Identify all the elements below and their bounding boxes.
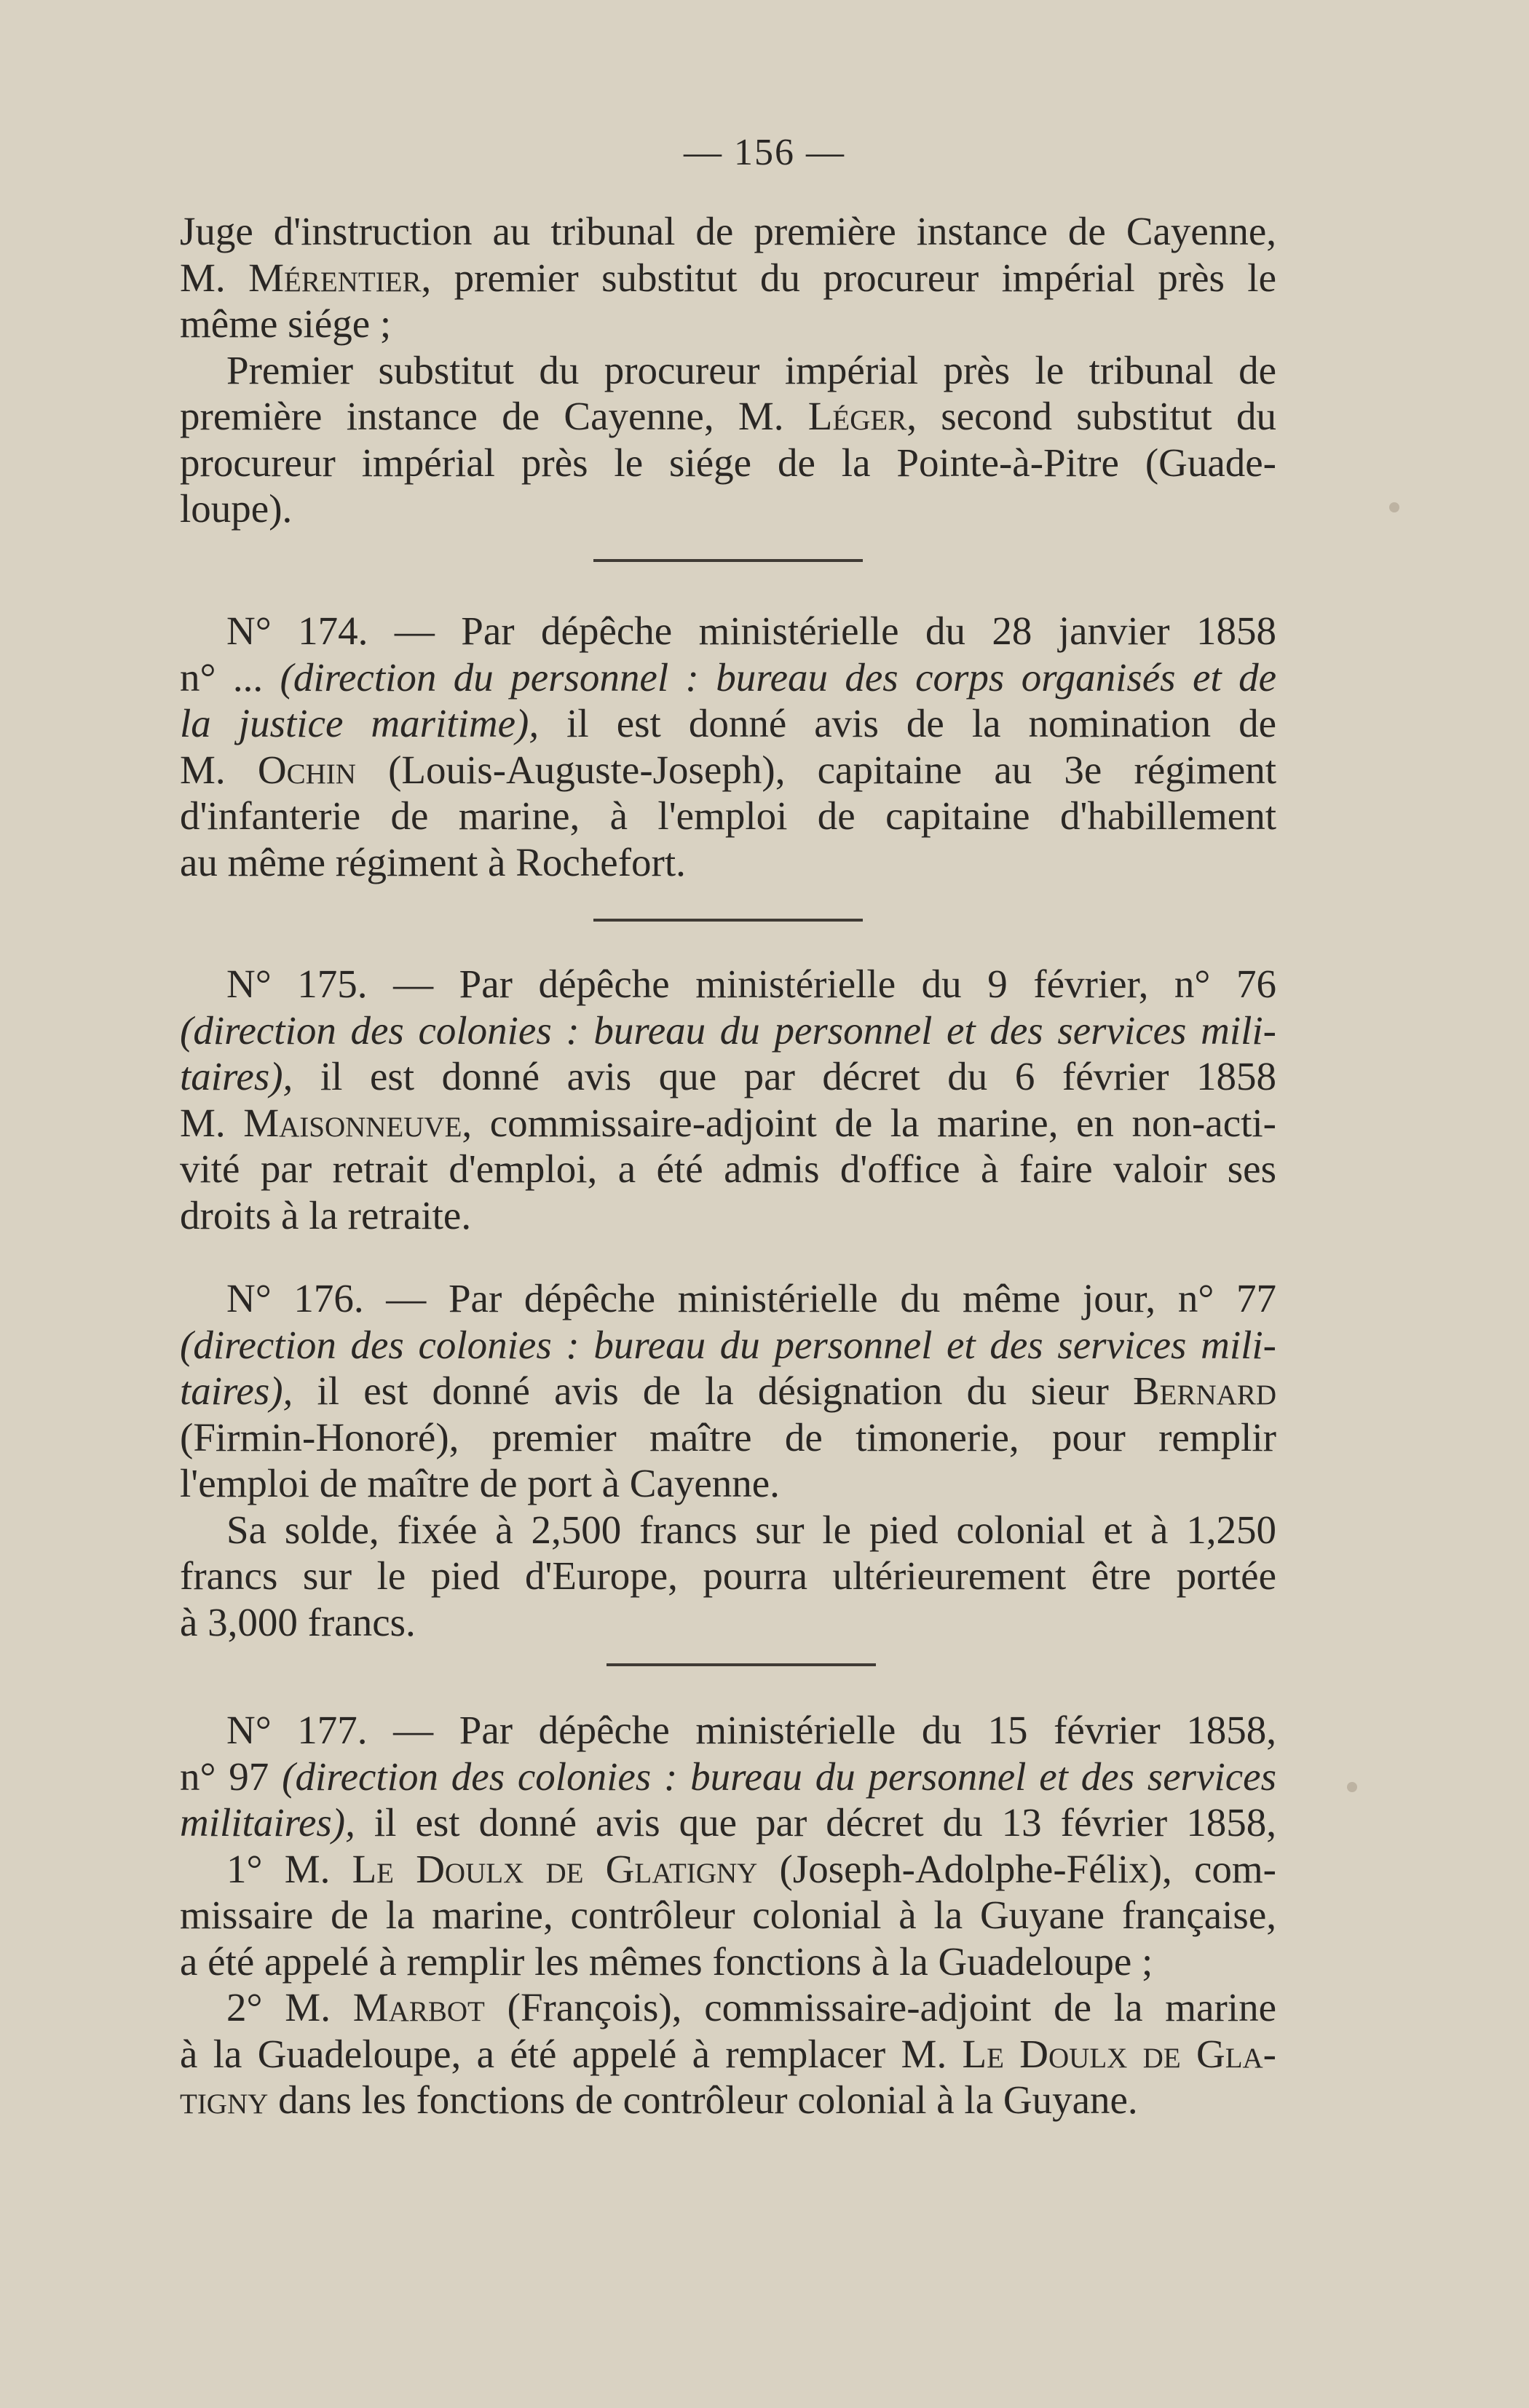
person-name: Marbot <box>352 1985 485 2029</box>
person-name: Bernard <box>1132 1369 1276 1413</box>
entry-heading-line: N° 176. — Par dépêche ministérielle du même jour, n° 77 <box>226 1276 1276 1320</box>
text-fragment: , commissaire-adjoint de la marine, en non-acti- <box>462 1100 1276 1145</box>
text-line: (Firmin-Honoré), premier maître de timonerie, pour remplir <box>180 1414 1276 1460</box>
entry-176 <box>180 1275 1276 1645</box>
text-fragment: 1° M. <box>226 1846 352 1891</box>
text-fragment: , premier substitut du procureur impérial près le <box>421 255 1276 300</box>
separator-rule <box>607 1663 876 1666</box>
text-line: Sa solde, fixée à 2,500 francs sur le pied colonial et à 1,250 <box>226 1507 1276 1552</box>
text-line: procureur impérial près le siége de la Pointe-à-Pitre (Guade- <box>180 440 1276 485</box>
direction-text: taires), <box>180 1054 293 1098</box>
text-line: Premier substitut du procureur impérial près le tribunal de <box>226 347 1276 392</box>
text-fragment: il est donné avis de la nomination de <box>539 701 1277 745</box>
text-fragment: M. <box>180 747 258 792</box>
text-line <box>180 747 1276 793</box>
text-line: l'emploi de maître de port à Cayenne. <box>180 1461 780 1505</box>
text-line <box>180 2031 1276 2078</box>
text-line: a été appelé à remplir les mêmes fonctions à la Guadeloupe ; <box>180 1938 1153 1984</box>
text-line: francs sur le pied d'Europe, pourra ultérieurement être portée <box>180 1553 1276 1598</box>
person-name: Mérentier <box>248 255 422 300</box>
text-line <box>180 393 1276 440</box>
person-name: Ochin <box>257 747 356 792</box>
text-fragment: dans les fonctions de contrôleur colonial à la Guyane. <box>268 2078 1138 2122</box>
text-fragment: M. <box>180 255 249 300</box>
text-line: droits à la retraite. <box>180 1192 472 1237</box>
entry-174 <box>180 608 1276 885</box>
text-fragment: il est donné avis de la désignation du sieur <box>293 1369 1133 1413</box>
text-line <box>180 1799 1276 1846</box>
text-line <box>180 1846 1276 1893</box>
text-fragment: il est donné avis que par décret du 13 février 1858, <box>355 1800 1276 1845</box>
text-line: à 3,000 francs. <box>180 1599 416 1644</box>
entry-heading-line: N° 174. — Par dépêche ministérielle du 28 janvier 1858 <box>226 609 1276 653</box>
direction-text: taires), <box>180 1369 293 1413</box>
text-line: même siége ; <box>180 301 392 346</box>
text-line: au même régiment à Rochefort. <box>180 839 686 884</box>
separator-rule <box>593 559 863 562</box>
text-line <box>180 654 1276 701</box>
text-fragment: n° 97 <box>180 1754 283 1799</box>
direction-text: (direction du personnel : bureau des corps organisés et de <box>280 654 1276 700</box>
text-line <box>180 1984 1276 2031</box>
page-number: — 156 — <box>684 132 845 173</box>
text-line <box>180 2077 1276 2123</box>
text-line: loupe). <box>180 486 293 531</box>
person-name: Maisonneuve <box>243 1100 462 1145</box>
entry-heading-line: N° 175. — Par dépêche ministérielle du 9 février, n° 76 <box>226 962 1276 1006</box>
text-line: missaire de la marine, contrôleur colonial à la Guyane française, <box>180 1893 1276 1937</box>
entry-175 <box>180 961 1276 1238</box>
text-fragment: (François), commissaire-adjoint de la marine <box>484 1985 1276 2029</box>
text-line <box>180 1322 1276 1369</box>
text-fragment: (Louis-Auguste-Joseph), capitaine au 3e régiment <box>355 747 1277 792</box>
text-fragment: , second substitut du <box>906 394 1276 438</box>
person-name: tigny <box>180 2078 269 2122</box>
text-line <box>180 700 1276 747</box>
separator-rule <box>593 919 863 922</box>
paper-spot <box>1389 502 1399 512</box>
text-line: d'infanterie de marine, à l'emploi de capitaine d'habillement <box>180 793 1276 838</box>
text-fragment: n° ... <box>180 654 280 700</box>
text-fragment: (Joseph-Adolphe-Félix), com- <box>757 1846 1276 1891</box>
person-name: Léger <box>807 394 907 438</box>
text-fragment: 2° M. <box>226 1985 353 2029</box>
text-fragment: première instance de Cayenne, M. <box>180 394 808 438</box>
text-line <box>180 1053 1276 1100</box>
text-line <box>180 1100 1276 1146</box>
text-line: Juge d'instruction au tribunal de première instance de Cayenne, <box>180 209 1276 253</box>
direction-text: militaires), <box>180 1800 355 1845</box>
text-line: vité par retrait d'emploi, a été admis d'office à faire valoir ses <box>180 1146 1276 1191</box>
text-line <box>180 1368 1276 1414</box>
text-fragment: il est donné avis que par décret du 6 février 1858 <box>293 1054 1276 1098</box>
paper-spot <box>1347 1782 1357 1792</box>
entry-heading-line: N° 177. — Par dépêche ministérielle du 15 février 1858, <box>226 1708 1276 1752</box>
direction-text: (direction des colonies : bureau du personnel et des services <box>282 1754 1276 1799</box>
text-line <box>180 255 1276 301</box>
text-fragment: M. <box>180 1100 244 1145</box>
person-name: Le Doulx de Gla- <box>962 2031 1276 2076</box>
direction-text: la justice maritime), <box>180 701 540 745</box>
person-name: Le Doulx de Glatigny <box>352 1846 758 1891</box>
text-fragment: à la Guadeloupe, a été appelé à remplacer M. <box>180 2031 963 2076</box>
direction-text: (direction des colonies : bureau du personnel et des services mili- <box>180 1007 1276 1053</box>
direction-text: (direction des colonies : bureau du personnel et des services mili- <box>180 1322 1276 1367</box>
entry-177 <box>180 1707 1276 2123</box>
text-line <box>180 1754 1276 1800</box>
text-line <box>180 1007 1276 1054</box>
intro-paragraph <box>180 208 1276 532</box>
